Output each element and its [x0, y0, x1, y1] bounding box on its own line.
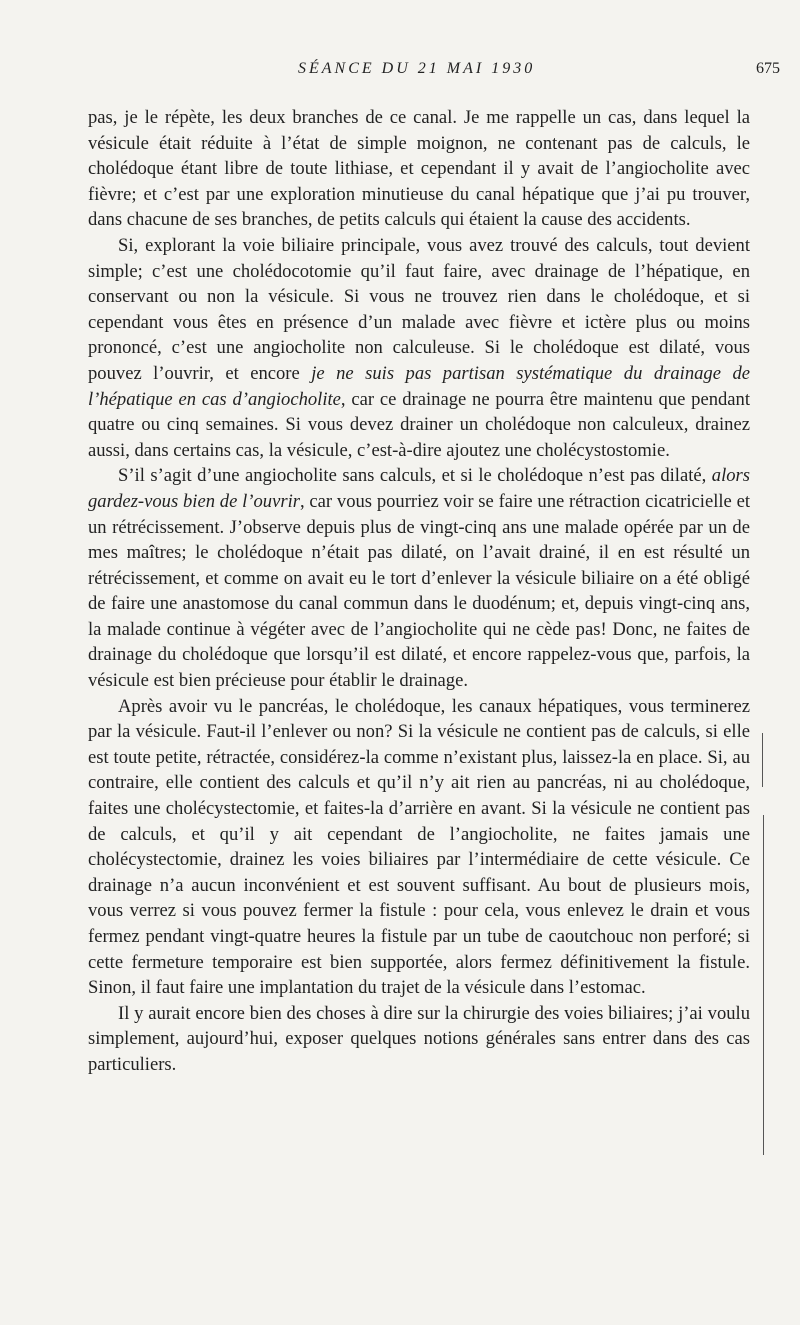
paragraph-5 [88, 1001, 750, 1078]
paragraph-2 [88, 233, 750, 463]
running-title: SÉANCE DU 21 MAI 1930 [298, 60, 536, 77]
running-header [0, 60, 800, 86]
paragraph-4 [88, 694, 750, 1001]
paragraph-2-text-b: , car ce drainage ne pourra être maintenu que pendant quatre ou cinq semaines. Si vous devez drainer un cholédoque non calculeux, drainez aussi, dans certains cas, la vésicule, c’est-à-dire ajoutez une cholécystostomie. [88, 388, 750, 461]
body-text [88, 105, 750, 1078]
margin-mark-2 [763, 815, 764, 1155]
paragraph-2-text-a: Si, explorant la voie biliaire principale, vous avez trouvé des calculs, tout devient simple; c’est une cholédocotomie qu’il faut faire, avec drainage de l’hépatique, en conservant ou non la vésicule. Si vous ne trouvez rien dans le cholédoque, et si cependant vous êtes en présence d’un malade avec fièvre et ictère plus ou moins prononcé, c’est une angiocholite non calculeuse. Si le cholédoque est dilaté, vous pouvez l’ouvrir, et encore [88, 234, 750, 384]
paragraph-3-emphasis: alors gardez-vous bien de l’ouvrir [88, 465, 750, 512]
margin-mark-1 [762, 733, 763, 787]
paragraph-2-emphasis: je ne suis pas partisan systématique du drainage de l’hépatique en cas d’angiocholite [88, 362, 750, 410]
paragraph-4-text: Après avoir vu le pancréas, le cholédoque, les canaux hépatiques, vous terminerez par la vésicule. Faut-il l’enlever ou non? Si la vésicule ne contient pas de calculs, si elle est toute petite, rétractée, considérez-la comme n’existant plus, laissez-la en place. Si, au contraire, elle contient des calculs et qu’il n’y ait rien au pancréas, ni au cholédoque, faites une cholécystectomie, et faites-la d’arrière en avant. Si la vésicule ne contient pas de calculs, et qu’il y ait cependant de l’angiocholite, ne faites jamais une cholécystectomie, drainez les voies biliaires par l’intermédiaire de cette vésicule. Ce drainage n’a aucun inconvénient et est souvent suffisant. Au bout de plusieurs mois, vous verrez si vous pouvez fermer la fistule : pour cela, vous enlevez le drain et vous fermez pendant vingt-quatre heures la fistule par un tube de caoutchouc non perforé; si cette fermeture temporaire est bien supportée, alors fermez définitivement la fistule. Sinon, il faut faire une implantation du trajet de la vésicule dans l’estomac. [88, 695, 750, 999]
page-number: 675 [756, 60, 780, 77]
paragraph-3-text-a: S’il s’agit d’une angiocholite sans calculs, et si le cholédoque n’est pas dilaté, [118, 465, 712, 487]
paragraph-1 [88, 105, 750, 233]
paragraph-1-text: pas, je le répète, les deux branches de ce canal. Je me rappelle un cas, dans lequel la vésicule était réduite à l’état de simple moignon, ne contenant pas de calculs, le cholédoque étant libre de toute lithiase, et cependant il y avait de l’angiocholite avec fièvre; et c’est par une exploration minutieuse du canal hépatique que j’ai pu trouver, dans chacune de ses branches, de petits calculs qui étaient la cause des accidents. [88, 107, 750, 231]
paragraph-5-text: Il y aurait encore bien des choses à dire sur la chirurgie des voies biliaires; j’ai voulu simplement, aujourd’hui, exposer quelques notions générales sans entrer dans des cas particuliers. [88, 1002, 750, 1075]
paragraph-3-text-b: , car vous pourriez voir se faire une rétraction cicatricielle et un rétrécissement. J’observe depuis plus de vingt-cinq ans une malade opérée par un de mes maîtres; le cholédoque n’était pas dilaté, on l’avait drainé, il en est résulté un rétrécissement, et comme on avait eu le tort d’enlever la vésicule biliaire on a été obligé de faire une anastomose du canal commun dans le duodénum; et, depuis vingt-cinq ans, la malade continue à végéter avec de l’angiocholite qui ne cède pas! Donc, ne faites de drainage du cholédoque que lorsqu’il est dilaté, et encore rappelez-vous que, parfois, la vésicule est bien précieuse pour établir le drainage. [88, 490, 750, 692]
paragraph-3 [88, 463, 750, 693]
